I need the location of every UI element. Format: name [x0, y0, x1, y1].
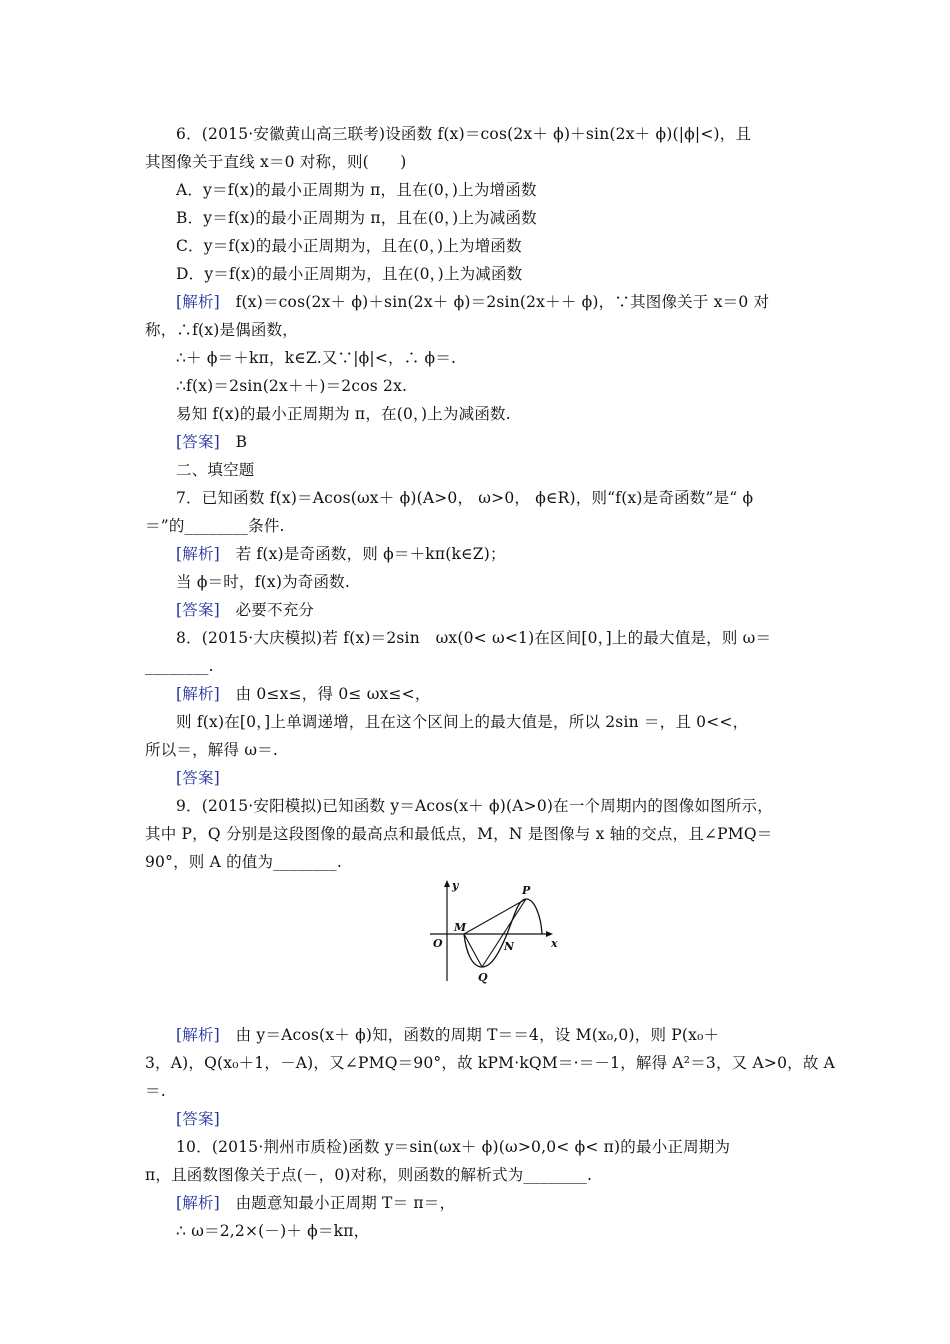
label-y: y	[452, 879, 459, 892]
text-line	[176, 768, 220, 788]
text-line	[176, 1137, 730, 1157]
section-tag: [解析]	[176, 293, 220, 311]
text-line	[176, 572, 350, 592]
label-o: O	[433, 937, 443, 950]
text-line	[176, 236, 522, 256]
text-line	[176, 1221, 369, 1241]
line-text: 必要不充分	[219, 601, 315, 619]
line-text: ＝.	[145, 1082, 166, 1100]
line-text: 90°，则 A 的值为________.	[145, 853, 342, 871]
text-line	[176, 432, 247, 452]
label-m: M	[454, 921, 467, 934]
line-text: 其中 P，Q 分别是这段图像的最高点和最低点，M，N 是图像与 x 轴的交点，且∠PMQ＝	[145, 825, 773, 843]
text-line	[176, 712, 748, 732]
line-text: 3，A)，Q(x₀＋1，－A)，又∠PMQ＝90°，故 kPM·kQM＝·＝－1，解得 A²＝3，又 A>0，故 A	[145, 1054, 836, 1072]
text-line	[145, 824, 772, 844]
text-line	[176, 544, 506, 564]
text-line	[176, 1193, 455, 1213]
text-line	[145, 152, 407, 172]
text-line	[145, 1053, 835, 1073]
label-p: P	[522, 884, 531, 897]
text-line	[176, 628, 771, 648]
text-line	[145, 656, 214, 676]
section-tag: [答案]	[176, 1110, 220, 1128]
text-line	[176, 1109, 220, 1129]
text-line	[145, 1081, 166, 1101]
text-line	[176, 404, 511, 424]
line-text: 7．已知函数 f(x)＝Acos(ωx＋ ϕ)(A>0， ω>0， ϕ∈R)，则“f(x)是奇函数”是“ ϕ	[176, 489, 754, 507]
line-text: 10．(2015·荆州市质检)函数 y＝sin(ωx＋ ϕ)(ω>0,0< ϕ< π)的最小正周期为	[176, 1138, 731, 1156]
section-tag: [解析]	[176, 545, 220, 563]
line-text: 由题意知最小正周期 T＝ π＝，	[219, 1194, 456, 1212]
text-line	[176, 348, 456, 368]
text-line	[145, 740, 278, 760]
section-tag: [解析]	[176, 1194, 220, 1212]
text-line	[145, 320, 298, 340]
line-text: ∴f(x)＝2sin(2x＋＋)＝2cos 2x.	[176, 377, 408, 395]
text-line	[176, 1025, 719, 1045]
text-line	[176, 600, 314, 620]
segment-mp	[464, 899, 526, 934]
line-text: C．y＝f(x)的最小正周期为，且在(0，)上为增函数	[176, 237, 522, 255]
text-line	[176, 292, 769, 312]
segment-qp	[482, 899, 526, 967]
label-q: Q	[478, 971, 488, 984]
text-line	[145, 852, 342, 872]
line-text: B	[219, 433, 248, 451]
text-line	[176, 684, 431, 704]
line-text: D．y＝f(x)的最小正周期为，且在(0，)上为减函数	[176, 265, 523, 283]
text-line	[176, 208, 537, 228]
line-text: ________.	[145, 657, 214, 675]
line-text: A．y＝f(x)的最小正周期为 π，且在(0，)上为增函数	[176, 181, 537, 199]
line-text: 若 f(x)是奇函数，则 ϕ＝＋kπ(k∈Z)；	[219, 545, 506, 563]
section-tag: [答案]	[176, 601, 220, 619]
line-text: 由 0≤x≤，得 0≤ ωx≤<，	[219, 685, 431, 703]
line-text: ＝”的________条件.	[145, 517, 285, 535]
y-axis-arrow	[444, 880, 450, 887]
line-text: 6．(2015·安徽黄山高三联考)设函数 f(x)＝cos(2x＋ ϕ)＋sin(2x＋ ϕ)(|ϕ|<)，且	[176, 125, 752, 143]
text-line	[145, 516, 285, 536]
graph-svg	[428, 877, 568, 989]
text-line	[176, 376, 407, 396]
line-text: 称，∴f(x)是偶函数，	[145, 321, 298, 339]
section-tag: [答案]	[176, 769, 220, 787]
line-text: π，且函数图像关于点(－，0)对称，则函数的解析式为________.	[145, 1166, 593, 1184]
line-text: 当 ϕ＝时，f(x)为奇函数.	[176, 573, 350, 591]
section-tag: [答案]	[176, 433, 220, 451]
text-line	[176, 460, 255, 480]
line-text: 二、填空题	[176, 461, 255, 479]
text-line	[176, 180, 537, 200]
label-x: x	[551, 937, 558, 950]
text-line	[145, 1165, 592, 1185]
line-text: 所以＝，解得 ω＝.	[145, 741, 278, 759]
line-text: 其图像关于直线 x＝0 对称，则( )	[145, 153, 407, 171]
section-tag: [解析]	[176, 1026, 220, 1044]
label-n: N	[504, 940, 515, 953]
text-line	[176, 488, 753, 508]
cosine-curve	[464, 899, 542, 967]
cosine-graph-figure	[428, 877, 568, 993]
text-line	[176, 796, 773, 816]
line-text: 由 y＝Acos(x＋ ϕ)知，函数的周期 T＝＝4，设 M(x₀,0)，则 P(x₀＋	[219, 1026, 720, 1044]
text-line	[176, 264, 522, 284]
line-text: ∴＋ ϕ＝＋kπ，k∈Z.又∵|ϕ|<，∴ ϕ＝.	[176, 349, 457, 367]
line-text: B．y＝f(x)的最小正周期为 π，且在(0，)上为减函数	[176, 209, 537, 227]
line-text: 8．(2015·大庆模拟)若 f(x)＝2sin ωx(0< ω<1)在区间[0，]上的最大值是，则 ω＝	[176, 629, 772, 647]
line-text: 9．(2015·安阳模拟)已知函数 y＝Acos(x＋ ϕ)(A>0)在一个周期内的图像如图所示，	[176, 797, 773, 815]
line-text: 易知 f(x)的最小正周期为 π，在(0，)上为减函数.	[176, 405, 511, 423]
line-text: ∴ ω＝2,2×(－)＋ ϕ＝kπ，	[176, 1222, 370, 1240]
line-text: f(x)＝cos(2x＋ ϕ)＋sin(2x＋ ϕ)＝2sin(2x＋＋ ϕ)，∵其图像关于 x＝0 对	[219, 293, 770, 311]
line-text: 则 f(x)在[0，]上单调递增，且在这个区间上的最大值是，所以 2sin ＝，且 0<<，	[176, 713, 749, 731]
section-tag: [解析]	[176, 685, 220, 703]
text-line	[176, 124, 751, 144]
